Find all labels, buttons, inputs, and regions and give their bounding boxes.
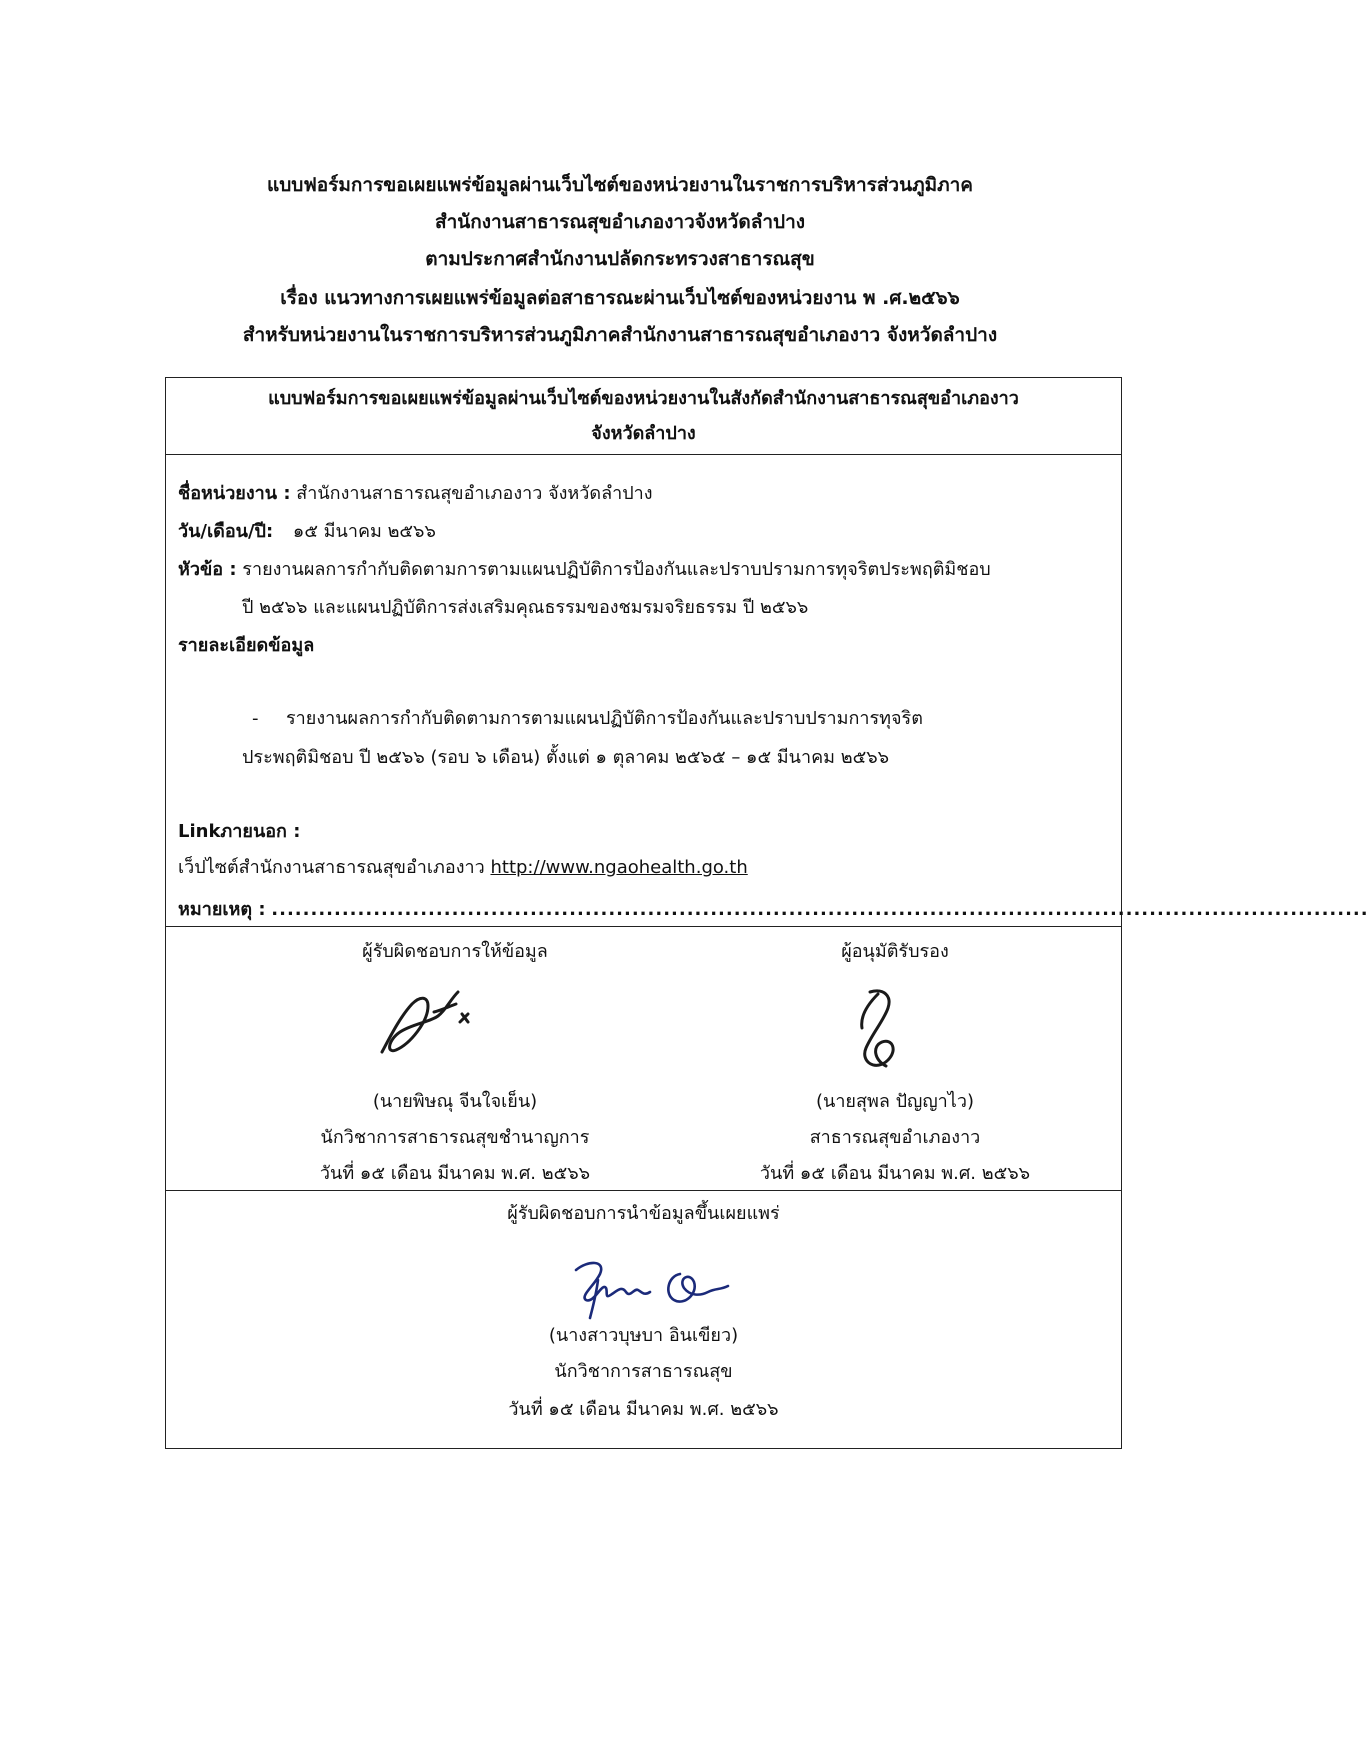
- header-line-1: แบบฟอร์มการขอเผยแพร่ข้อมูลผ่านเว็บไซต์ของหน่วยงานในราชการบริหารส่วนภูมิภาค: [266, 174, 974, 196]
- right-signature-image: [848, 986, 918, 1076]
- header-line-4: เรื่อง แนวทางการเผยแพร่ข้อมูลต่อสาธารณะผ่านเว็บไซต์ของหน่วยงาน พ .ศ.๒๕๖๖: [280, 287, 960, 309]
- left-signer-name: (นายพิษณุ จีนใจเย็น): [372, 1091, 538, 1112]
- topic-value-line-2: ปี ๒๕๖๖ และแผนปฏิบัติการส่งเสริมคุณธรรมของชมรมจริยธรรม ปี ๒๕๖๖: [242, 597, 809, 618]
- left-signer-role: ผู้รับผิดชอบการให้ข้อมูล: [362, 941, 548, 962]
- topic-row: [178, 556, 991, 584]
- date-row: [178, 518, 436, 546]
- website-link[interactable]: http://www.ngaohealth.go.th: [490, 857, 748, 878]
- agency-value: สำนักงานสาธารณสุขอำเภองาว จังหวัดลำปาง: [296, 483, 653, 504]
- details-label: รายละเอียดข้อมูล: [178, 635, 315, 656]
- date-value: ๑๕ มีนาคม ๒๕๖๖: [292, 521, 436, 542]
- note-dots: ............................................................................................................................................: [271, 899, 1369, 920]
- agency-row: [178, 480, 653, 508]
- date-label: วัน/เดือน/ปี:: [178, 521, 274, 542]
- topic-label: หัวข้อ :: [178, 559, 237, 580]
- bottom-signer-position: นักวิชาการสาธารณสุข: [554, 1361, 733, 1382]
- link-row: [178, 854, 748, 882]
- left-signer-position: นักวิชาการสาธารณสุขชำนาญการ: [320, 1127, 590, 1148]
- body-divider: [165, 926, 1122, 927]
- bottom-signer-role: ผู้รับผิดชอบการนำข้อมูลขึ้นเผยแพร่: [507, 1203, 780, 1224]
- bottom-signer-name: (นางสาวบุษบา อินเขียว): [548, 1325, 739, 1346]
- signature-divider: [165, 1190, 1122, 1191]
- link-prefix: เว็ปไซต์สำนักงานสาธารณสุขอำเภองาว: [178, 857, 485, 878]
- topic-value-line-1: รายงานผลการกำกับติดตามการตามแผนปฏิบัติการป้องกันและปราบปรามการทุจริตประพฤติมิชอบ: [242, 559, 991, 580]
- right-signer-position: สาธารณสุขอำเภองาว: [809, 1127, 981, 1148]
- right-signer-role: ผู้อนุมัติรับรอง: [841, 941, 949, 962]
- note-label: หมายเหตุ :: [178, 899, 266, 920]
- right-signer-name: (นายสุพล ปัญญาไว): [816, 1091, 974, 1112]
- details-bullet: -: [252, 708, 259, 729]
- header-line-3: ตามประกาศสำนักงานปลัดกระทรวงสาธารณสุข: [425, 248, 815, 270]
- left-signature-image: [372, 982, 482, 1062]
- agency-label: ชื่อหน่วยงาน :: [178, 483, 291, 504]
- details-line-2: ประพฤติมิชอบ ปี ๒๕๖๖ (รอบ ๖ เดือน) ตั้งแต่ ๑ ตุลาคม ๒๕๖๕ – ๑๕ มีนาคม ๒๕๖๖: [242, 747, 890, 768]
- title-divider: [165, 454, 1122, 455]
- form-title-line-1: แบบฟอร์มการขอเผยแพร่ข้อมูลผ่านเว็บไซต์ของหน่วยงานในสังกัดสำนักงานสาธารณสุขอำเภองาว: [268, 388, 1019, 409]
- left-signer-date: วันที่ ๑๕ เดือน มีนาคม พ.ศ. ๒๕๖๖: [319, 1163, 591, 1184]
- form-title-line-2: จังหวัดลำปาง: [591, 423, 696, 444]
- note-row: [178, 896, 1369, 924]
- link-label: Linkภายนอก :: [178, 821, 301, 842]
- bottom-signer-date: วันที่ ๑๕ เดือน มีนาคม พ.ศ. ๒๕๖๖: [508, 1399, 779, 1420]
- header-line-2: สำนักงานสาธารณสุขอำเภองาวจังหวัดลำปาง: [434, 211, 806, 233]
- details-line-1: รายงานผลการกำกับติดตามการตามแผนปฏิบัติการป้องกันและปราบปรามการทุจริต: [286, 708, 923, 729]
- header-line-5: สำหรับหน่วยงานในราชการบริหารส่วนภูมิภาคสำนักงานสาธารณสุขอำเภองาว จังหวัดลำปาง: [242, 324, 998, 346]
- right-signer-date: วันที่ ๑๕ เดือน มีนาคม พ.ศ. ๒๕๖๖: [759, 1163, 1031, 1184]
- bottom-signature-image: [568, 1252, 738, 1322]
